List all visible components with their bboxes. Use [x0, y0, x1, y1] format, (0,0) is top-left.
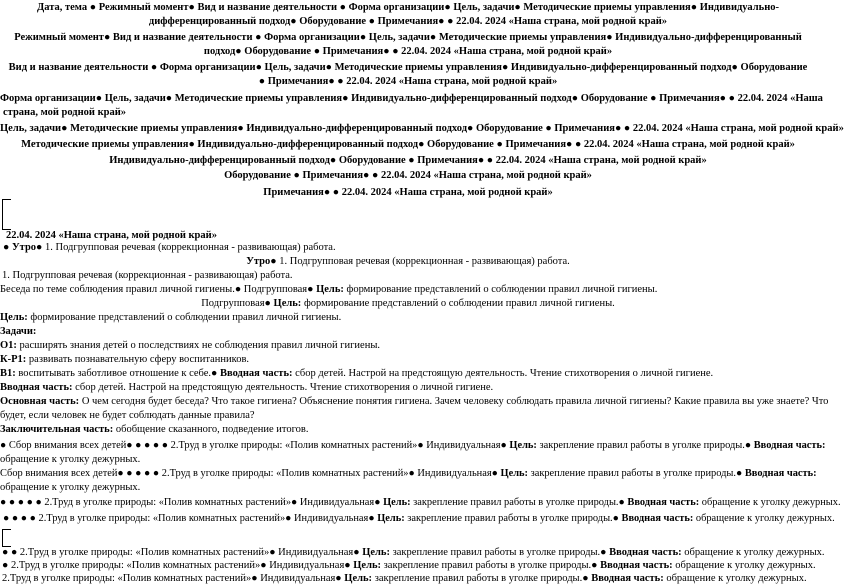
goal-label: Цель: — [377, 513, 405, 524]
tasks-heading: Задачи: — [0, 326, 37, 337]
labor-prefix: ● Сбор внимания всех детей● ● ● ● ● 2.Труд в уголке природы: «Полив комнатных растений»● Индивидуальная● — [0, 440, 510, 451]
beseda-prefix: Беседа по теме соблюдения правил личной гигиены.● Подгрупповая● — [0, 284, 317, 295]
header-line-4b: страна, мой родной край» — [3, 107, 127, 118]
table-border-left-2 — [2, 529, 11, 547]
main-text: О чем сегодня будет беседа? Что такое гигиена? Объяснение понятия гигиена. Зачем человеку соблюдать правила личной гигиены? Какие правила вы уже знаете? Что — [79, 396, 829, 407]
task-v1 — [0, 367, 816, 380]
task-o1 — [0, 339, 816, 352]
header-line-9: Примечания● ● 22.04. 2024 «Наша страна, мой родной край» — [263, 187, 553, 198]
task-kr1 — [0, 353, 816, 366]
utro-text: 1. Подгрупповая речевая (коррекционная - развивающая) работа. — [276, 256, 570, 267]
intro-text: обращение к уголку дежурных. — [672, 560, 816, 571]
intro-label: Вводная часть: — [609, 547, 682, 558]
labor-line-4 — [3, 512, 835, 525]
intro-label: Вводная часть: — [600, 560, 673, 571]
task-label: К-Р1: — [0, 354, 27, 365]
utro-text: 1. Подгрупповая речевая (коррекционная - развивающая) работа. — [42, 242, 336, 253]
beseda-line — [0, 283, 816, 296]
labor-line-5 — [2, 546, 825, 559]
labor-line-1a — [0, 439, 826, 452]
labor-line-2a — [0, 467, 816, 480]
goal-label: Цель: — [0, 312, 28, 323]
intro-label: Вводная часть: — [621, 513, 694, 524]
header-line-5: Цель, задачи● Методические приемы управления● Индивидуально-дифференцированный подход● Оборудование ● Примечания● ● 22.04. 2024 «Наша страна, мой родной край» — [0, 123, 844, 134]
final-label: Заключительная часть: — [0, 424, 114, 435]
task-label: В1: — [0, 368, 16, 379]
header-line-4a: Форма организации● Цель, задачи● Методические приемы управления● Индивидуально-дифференцированный подход● Оборудование ● Примечания● ● 22.04. 2024 «Наша — [0, 93, 823, 104]
intro-label: Вводная часть: — [627, 497, 700, 508]
utro-label: ● Утро● — [3, 242, 43, 253]
goal-label: Цель: — [500, 468, 528, 479]
labor-line-2b: обращение к уголку дежурных. — [0, 482, 141, 493]
subgroup-goal-line — [0, 297, 816, 310]
goal-label: Цель: — [344, 573, 373, 584]
intro-text: обращение к уголку дежурных. — [681, 547, 825, 558]
goal-text: закрепление правил работы в уголке природы.● — [372, 573, 592, 584]
intro-text: сбор детей. Настрой на предстоящую деятельность. Чтение стихотворения о личной гигиене. — [72, 382, 494, 393]
main-label: Основная часть: — [0, 396, 80, 407]
labor-line-3 — [0, 496, 841, 509]
task-text: расширять знания детей о последствиях не соблюдения правил личной гигиены. — [16, 340, 380, 351]
header-line-1a: Дата, тема ● Режимный момент● Вид и название деятельности ● Форма организации● Цель, задачи● Методические приемы управления● Индивидуально- — [37, 2, 779, 13]
intro-label: Вводная часть: — [0, 382, 73, 393]
labor-prefix: Сбор внимания всех детей● ● ● ● ● 2.Труд в уголке природы: «Полив комнатных растений»● Индивидуальная● — [0, 468, 501, 479]
goal-text: закрепление правил работы в уголке природы.● — [404, 513, 622, 524]
labor-prefix: 2.Труд в уголке природы: «Полив комнатных растений»● Индивидуальная● — [2, 573, 345, 584]
goal-text: формирование представлений о соблюдении правил личной гигиены. — [27, 312, 342, 323]
goal-text: закрепление правил работы в уголке природы.● — [528, 468, 745, 479]
subgroup-line: 1. Подгрупповая речевая (коррекционная - развивающая) работа. — [2, 270, 293, 281]
utro-label: Утро● — [246, 256, 277, 267]
task-label: О1: — [0, 340, 17, 351]
labor-prefix: ● ● ● ● 2.Труд в уголке природы: «Полив комнатных растений»● Индивидуальная● — [3, 513, 378, 524]
goal-label: Цель: — [273, 298, 302, 309]
labor-line-7 — [2, 572, 816, 585]
goal-text: закрепление правил работы в уголке природы.● — [410, 497, 628, 508]
final-text: обобщение сказанного, подведение итогов. — [113, 424, 309, 435]
intro-label: Вводная часть: — [220, 368, 293, 379]
labor-prefix: ● ● 2.Труд в уголке природы: «Полив комнатных растений»● Индивидуальная● — [2, 547, 363, 558]
goal-text: закрепление правил работы в уголке природы.● — [390, 547, 610, 558]
date-line: 22.04. 2024 «Наша страна, мой родной край» — [6, 230, 217, 241]
header-line-2b: подход● Оборудование ● Примечания● ● 22.04. 2024 «Наша страна, мой родной край» — [203, 46, 613, 57]
goal-label: Цель: — [362, 547, 390, 558]
goal-text: закрепление правил работы в уголке природы.● — [381, 560, 601, 571]
labor-prefix: ● ● ● ● ● 2.Труд в уголке природы: «Полив комнатных растений»● Индивидуальная● — [0, 497, 384, 508]
goal-line — [0, 311, 816, 324]
labor-line-1b: обращение к уголку дежурных. — [0, 454, 141, 465]
task-text: развивать познавательную сферу воспитанников. — [26, 354, 250, 365]
goal-label: Цель: — [509, 440, 537, 451]
intro-label: Вводная часть: — [753, 440, 826, 451]
header-line-3a: Вид и название деятельности ● Форма организации● Цель, задачи● Методические приемы управления● Индивидуально-дифференцированный подход● Оборудование — [8, 62, 808, 73]
header-line-2a: Режимный момент● Вид и название деятельности ● Форма организации● Цель, задачи● Методические приемы управления● Индивидуально-дифференцированный — [14, 32, 802, 43]
main-line-b: будет, если человек не будет соблюдать данные правила? — [0, 410, 255, 421]
intro-line — [0, 381, 816, 394]
goal-label: Цель: — [316, 284, 344, 295]
goal-label: Цель: — [383, 497, 411, 508]
header-line-8: Оборудование ● Примечания● ● 22.04. 2024 «Наша страна, мой родной край» — [224, 170, 592, 181]
labor-line-6 — [2, 559, 816, 572]
goal-text: формирование представлений о соблюдении правил личной гигиены. — [301, 298, 615, 309]
goal-text: закрепление правил работы в уголке природы.● — [536, 440, 754, 451]
header-line-1b: дифференцированный подход● Оборудование ● Примечания● ● 22.04. 2024 «Наша страна, мой родной край» — [148, 16, 668, 27]
main-line-a — [0, 395, 829, 408]
table-border-left — [2, 199, 11, 230]
intro-text: сбор детей. Настрой на предстоящую деятельность. Чтение стихотворения о личной гигиене. — [292, 368, 714, 379]
final-line — [0, 423, 816, 436]
header-line-3b: ● Примечания● ● 22.04. 2024 «Наша страна, мой родной край» — [258, 76, 558, 87]
utro-line-2 — [0, 255, 816, 268]
task-text: воспитывать заботливое отношение к себе.● — [15, 368, 220, 379]
utro-line-1 — [3, 241, 816, 254]
intro-text: обращение к уголку дежурных. — [693, 513, 835, 524]
intro-label: Вводная часть: — [744, 468, 817, 479]
goal-text: формирование представлений о соблюдении правил личной гигиены. — [343, 284, 658, 295]
intro-text: обращение к уголку дежурных. — [699, 497, 841, 508]
intro-text: обращение к уголку дежурных. — [663, 573, 807, 584]
header-line-6: Методические приемы управления● Индивидуально-дифференцированный подход● Оборудование ● Примечания● ● 22.04. 2024 «Наша страна, мой родной край» — [21, 139, 795, 150]
intro-label: Вводная часть: — [591, 573, 664, 584]
subgroup-prefix: Подгрупповая● — [201, 298, 274, 309]
header-line-7: Индивидуально-дифференцированный подход● Оборудование ● Примечания● ● 22.04. 2024 «Наша страна, мой родной край» — [109, 155, 707, 166]
goal-label: Цель: — [353, 560, 382, 571]
labor-prefix: ● 2.Труд в уголке природы: «Полив комнатных растений»● Индивидуальная● — [2, 560, 354, 571]
